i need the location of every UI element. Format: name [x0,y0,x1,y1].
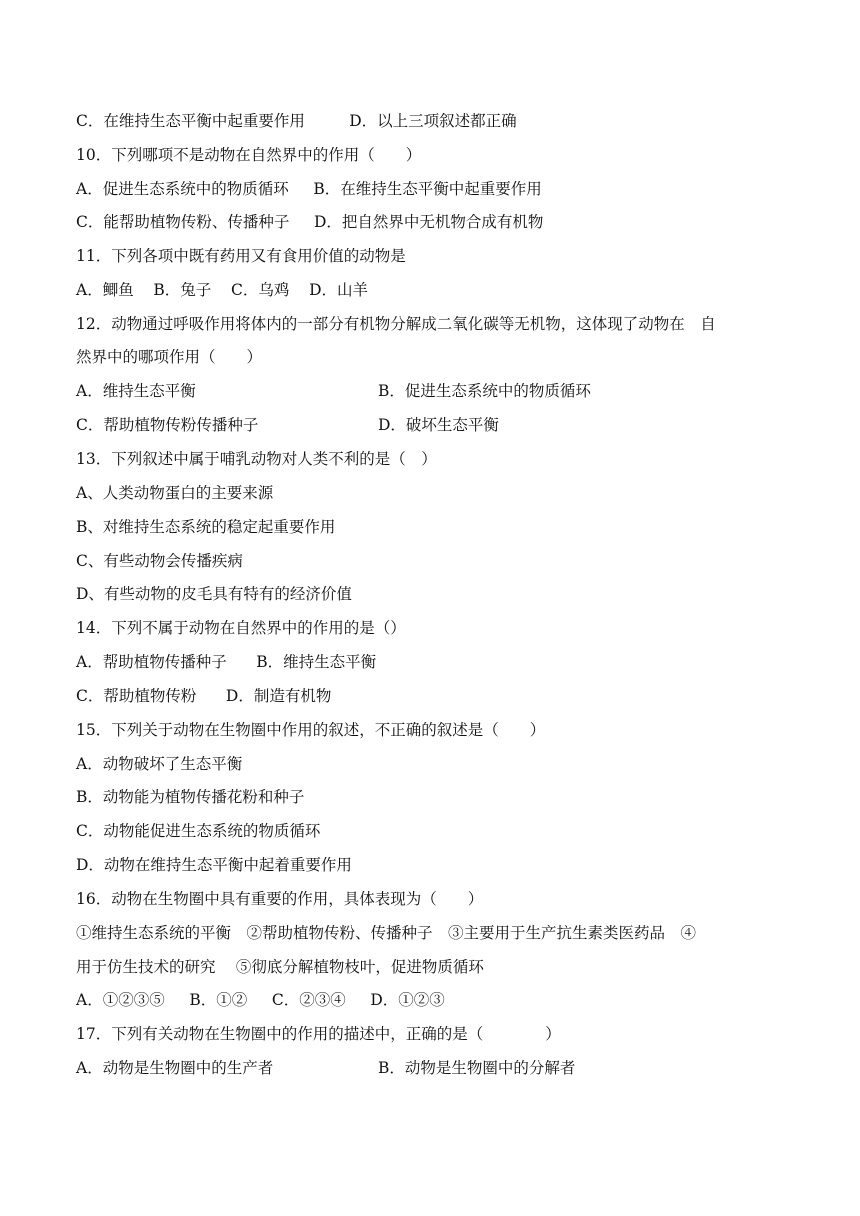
q16-stem: 16．动物在生物圈中具有重要的作用，具体表现为（ ） [76,890,484,908]
q17-option-b: B．动物是生物圈中的分解者 [378,1059,576,1077]
q13-option-a: A、人类动物蛋白的主要来源 [76,484,274,502]
q13-option-c: C、有些动物会传播疾病 [76,552,243,570]
q13-option-b: B、对维持生态系统的稳定起重要作用 [76,518,336,536]
q15-option-b: B．动物能为植物传播花粉和种子 [76,788,305,806]
q14-stem: 14．下列不属于动物在自然界中的作用的是（） [76,619,406,637]
q16-items-line1: ①维持生态系统的平衡 ②帮助植物传粉、传播种子 ③主要用于生产抗生素类医药品 ④ [76,924,697,942]
q12-stem-line2: 然界中的哪项作用（ ） [76,348,263,366]
q16-items-line2: 用于仿生技术的研究 ⑤彻底分解植物枝叶，促进物质循环 [76,958,484,976]
q15-option-d: D．动物在维持生态平衡中起着重要作用 [76,856,352,874]
q17-stem: 17．下列有关动物在生物圈中的作用的描述中，正确的是（ ） [76,1025,561,1043]
q15-option-a: A．动物破坏了生态平衡 [76,755,243,773]
q10-option-c-d: C．能帮助植物传粉、传播种子 D．把自然界中无机物合成有机物 [76,213,544,231]
q15-stem: 15．下列关于动物在生物圈中作用的叙述，不正确的叙述是（ ） [76,721,546,739]
q10-stem: 10．下列哪项不是动物在自然界中的作用（ ） [76,146,422,164]
q12-option-d: D．破坏生态平衡 [378,416,499,434]
q15-option-c: C．动物能促进生态系统的物质循环 [76,822,321,840]
q14-option-a-b: A．帮助植物传播种子 B．维持生态平衡 [76,653,377,671]
q13-option-d: D、有些动物的皮毛具有特有的经济价值 [76,585,352,603]
q17-option-a: A．动物是生物圈中的生产者 [76,1059,274,1077]
q12-option-b: B．促进生态系统中的物质循环 [378,382,591,400]
q13-stem: 13．下列叙述中属于哺乳动物对人类不利的是（ ） [76,450,437,468]
q9-option-c-d: C．在维持生态平衡中起重要作用 D．以上三项叙述都正确 [76,112,517,130]
q11-options: A．鲫鱼 B．兔子 C．乌鸡 D．山羊 [76,281,368,299]
q16-options: A．①②③⑤ B．①② C．②③④ D．①②③ [76,991,445,1009]
q12-option-a: A．维持生态平衡 [76,382,196,400]
q11-stem: 11．下列各项中既有药用又有食用价值的动物是 [76,247,406,265]
q14-option-c-d: C．帮助植物传粉 D．制造有机物 [76,687,332,705]
q12-stem-line1: 12．动物通过呼吸作用将体内的一部分有机物分解成二氧化碳等无机物，这体现了动物在 自 [76,315,716,333]
q12-option-c: C．帮助植物传粉传播种子 [76,416,259,434]
q10-option-a-b: A．促进生态系统中的物质循环 B．在维持生态平衡中起重要作用 [76,180,542,198]
